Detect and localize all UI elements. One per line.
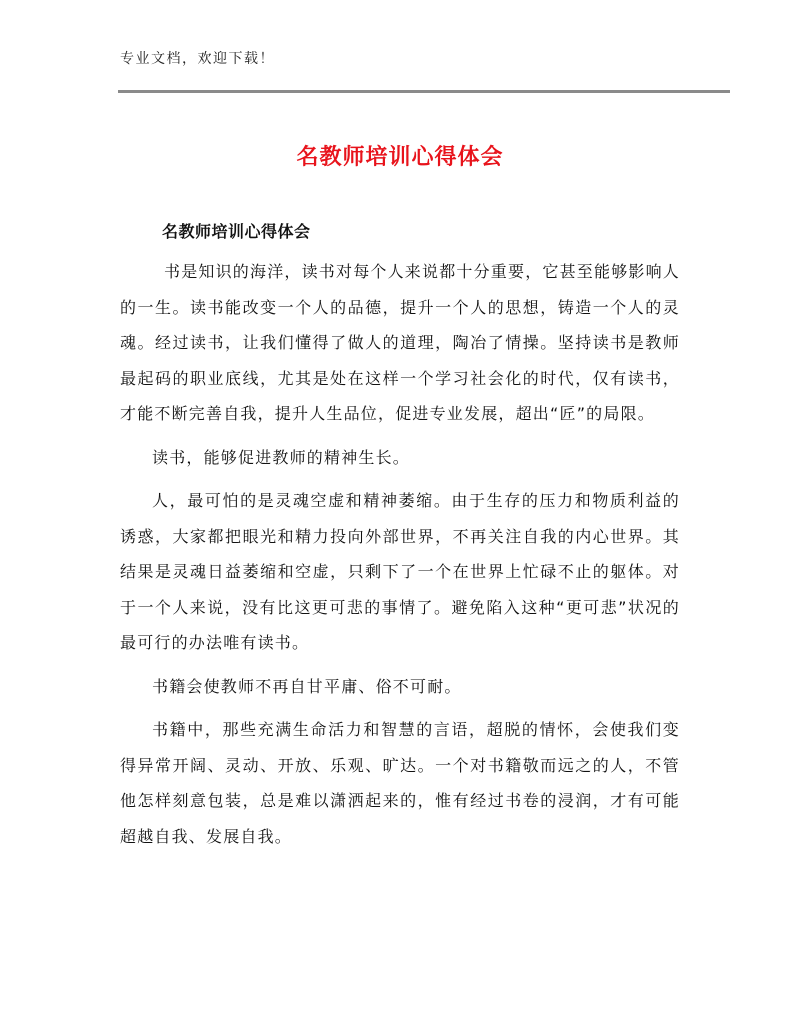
paragraph: 书籍中，那些充满生命活力和智慧的言语，超脱的情怀，会使我们变得异常开阔、灵动、开放、乐观、旷达。一个对书籍敬而远之的人，不管他怎样刻意包装，总是难以潇洒起来的，惟有经过书卷的浸润，才有可能超越自我、发展自我。 (120, 720, 680, 846)
document-title: 名教师培训心得体会 (296, 145, 504, 170)
paragraph: 人，最可怕的是灵魂空虚和精神萎缩。由于生存的压力和物质利益的诱惑，大家都把眼光和精力投向外部世界，不再关注自我的内心世界。其结果是灵魂日益萎缩和空虚，只剩下了一个在世界上忙碌不止的躯体。对于一个人来说，没有比这更可悲的事情了。避免陷入这种“更可悲”状况的最可行的办法唯有读书。 (120, 491, 680, 652)
document-body (120, 222, 680, 854)
page-header-text: 专业文档，欢迎下载！ (120, 51, 275, 67)
paragraph: 书籍会使教师不再自甘平庸、俗不可耐。 (152, 676, 462, 696)
document-subtitle: 名教师培训心得体会 (162, 222, 311, 241)
paragraph: 书是知识的海洋，读书对每个人来说都十分重要，它甚至能够影响人的一生。读书能改变一个人的品德，提升一个人的思想，铸造一个人的灵魂。经过读书，让我们懂得了做人的道理，陶冶了情操。坚持读书是教师最起码的职业底线，尤其是处在这样一个学习社会化的时代，仅有读书，才能不断完善自我，提升人生品位，促进专业发展，超出“匠”的局限。 (120, 262, 681, 423)
header-divider (118, 90, 730, 93)
paragraph: 读书，能够促进教师的精神生长。 (152, 447, 411, 467)
